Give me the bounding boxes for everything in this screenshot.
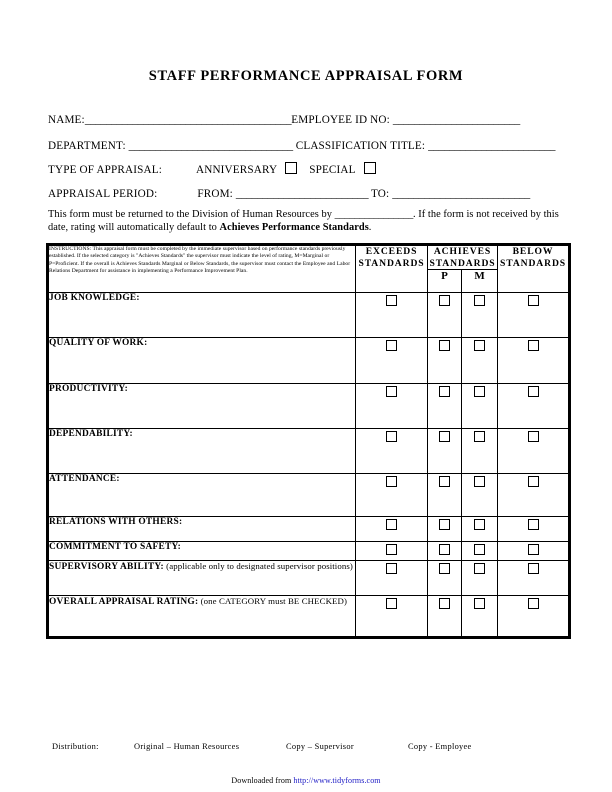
distribution-footer (52, 742, 572, 751)
rating-cell-marginal[interactable] (462, 293, 498, 338)
appraisal-table (46, 243, 571, 639)
name-label: NAME: (48, 114, 85, 126)
table-row (48, 338, 570, 384)
rating-cell-marginal[interactable] (462, 429, 498, 474)
rating-checkbox-exceeds[interactable] (386, 544, 397, 555)
department-label: DEPARTMENT: (48, 140, 126, 152)
distribution-copy-supervisor: Copy – Supervisor (286, 742, 354, 751)
from-label: FROM: (197, 188, 233, 200)
classification-title-input-line[interactable]: ________________________ (428, 140, 556, 152)
criterion-label (48, 384, 356, 429)
rating-cell-proficient[interactable] (428, 384, 462, 429)
rating-checkbox-below[interactable] (528, 295, 539, 306)
criterion-note: (one CATEGORY must BE CHECKED) (198, 596, 347, 606)
rating-checkbox-proficient[interactable] (439, 519, 450, 530)
rating-cell-exceeds[interactable] (356, 429, 428, 474)
rating-cell-exceeds[interactable] (356, 384, 428, 429)
department-input-line[interactable]: _______________________________ (128, 140, 293, 152)
criterion-label (48, 542, 356, 561)
rating-cell-exceeds[interactable] (356, 338, 428, 384)
watermark-prefix: Downloaded from (231, 776, 294, 785)
appraisal-period-row (48, 188, 568, 200)
criterion-label (48, 596, 356, 638)
rating-checkbox-proficient[interactable] (439, 340, 450, 351)
rating-checkbox-marginal[interactable] (474, 563, 485, 574)
rating-checkbox-marginal[interactable] (474, 386, 485, 397)
department-row (48, 140, 568, 152)
rating-checkbox-proficient[interactable] (439, 386, 450, 397)
rating-checkbox-marginal[interactable] (474, 431, 485, 442)
notice-emphasis: Achieves Performance Standards (219, 222, 369, 234)
rating-cell-proficient[interactable] (428, 338, 462, 384)
rating-cell-marginal[interactable] (462, 561, 498, 596)
page-title: STAFF PERFORMANCE APPRAISAL FORM (148, 68, 464, 84)
rating-checkbox-exceeds[interactable] (386, 563, 397, 574)
notice-part-2: . If the form is not received by this date, rating will automatically default to (48, 209, 559, 234)
rating-checkbox-exceeds[interactable] (386, 295, 397, 306)
distribution-original: Original – Human Resources (134, 742, 240, 751)
rating-checkbox-marginal[interactable] (474, 476, 485, 487)
criterion-title: ATTENDANCE: (49, 474, 120, 484)
rating-checkbox-proficient[interactable] (439, 295, 450, 306)
notice-part-3: . (368, 222, 372, 234)
name-row (48, 114, 568, 126)
criterion-note: (applicable only to designated supervisor positions) (163, 561, 353, 571)
criterion-label (48, 517, 356, 542)
rating-cell-exceeds[interactable] (356, 474, 428, 517)
criterion-title: RELATIONS WITH OTHERS: (49, 517, 183, 527)
name-input-line[interactable]: _______________________________________ (84, 114, 292, 126)
rating-checkbox-exceeds[interactable] (386, 340, 397, 351)
employee-id-label: EMPLOYEE ID NO: (291, 114, 390, 126)
rating-cell-below[interactable] (498, 429, 570, 474)
rating-cell-below[interactable] (498, 596, 570, 638)
to-input-line[interactable]: __________________________ (392, 188, 530, 200)
rating-cell-proficient[interactable] (428, 293, 462, 338)
rating-checkbox-proficient[interactable] (439, 544, 450, 555)
distribution-copy-employee: Copy - Employee (408, 742, 472, 751)
rating-cell-marginal[interactable] (462, 596, 498, 638)
return-notice (48, 208, 566, 235)
distribution-label: Distribution: (52, 742, 99, 751)
header-below-standards: BELOW STANDARDS (498, 245, 570, 293)
table-row (48, 596, 570, 638)
rating-cell-below[interactable] (498, 338, 570, 384)
rating-checkbox-below[interactable] (528, 544, 539, 555)
watermark-url[interactable]: http://www.tidyforms.com (293, 776, 381, 785)
rating-cell-marginal[interactable] (462, 517, 498, 542)
rating-checkbox-proficient[interactable] (439, 598, 450, 609)
rating-cell-proficient[interactable] (428, 596, 462, 638)
type-of-appraisal-label: TYPE OF APPRAISAL: (48, 164, 162, 176)
header-exceeds-standards: EXCEEDS STANDARDS (356, 245, 428, 293)
rating-cell-below[interactable] (498, 517, 570, 542)
rating-checkbox-marginal[interactable] (474, 598, 485, 609)
table-row (48, 517, 570, 542)
rating-checkbox-exceeds[interactable] (386, 598, 397, 609)
rating-checkbox-proficient[interactable] (439, 563, 450, 574)
rating-checkbox-proficient[interactable] (439, 476, 450, 487)
anniversary-checkbox[interactable] (285, 162, 297, 174)
criterion-title: OVERALL APPRAISAL RATING: (49, 597, 199, 607)
rating-checkbox-marginal[interactable] (474, 519, 485, 530)
classification-title-label: CLASSIFICATION TITLE: (295, 140, 426, 152)
rating-checkbox-below[interactable] (528, 598, 539, 609)
rating-checkbox-proficient[interactable] (439, 431, 450, 442)
header-achieves-standards: ACHIEVES STANDARDS (429, 246, 496, 269)
rating-cell-proficient[interactable] (428, 542, 462, 561)
table-row (48, 429, 570, 474)
rating-cell-below[interactable] (498, 474, 570, 517)
header-proficient: P (428, 270, 462, 293)
criterion-label (48, 474, 356, 517)
table-header-row (48, 245, 570, 270)
employee-id-input-line[interactable]: ________________________ (392, 114, 520, 126)
from-input-line[interactable]: _________________________ (235, 188, 369, 200)
criterion-label (48, 293, 356, 338)
rating-checkbox-below[interactable] (528, 340, 539, 351)
type-of-appraisal-row (48, 162, 568, 176)
rating-cell-marginal[interactable] (462, 542, 498, 561)
header-marginal: M (462, 270, 498, 293)
anniversary-label: ANNIVERSARY (195, 164, 278, 176)
rating-cell-marginal[interactable] (462, 338, 498, 384)
rating-checkbox-exceeds[interactable] (386, 386, 397, 397)
rating-cell-below[interactable] (498, 561, 570, 596)
rating-cell-proficient[interactable] (428, 474, 462, 517)
rating-checkbox-marginal[interactable] (474, 340, 485, 351)
rating-checkbox-below[interactable] (528, 431, 539, 442)
rating-cell-proficient[interactable] (428, 429, 462, 474)
rating-cell-exceeds[interactable] (356, 517, 428, 542)
rating-cell-below[interactable] (498, 542, 570, 561)
rating-checkbox-exceeds[interactable] (386, 431, 397, 442)
rating-checkbox-marginal[interactable] (474, 295, 485, 306)
rating-cell-exceeds[interactable] (356, 561, 428, 596)
rating-checkbox-below[interactable] (528, 563, 539, 574)
criterion-label (48, 429, 356, 474)
rating-cell-proficient[interactable] (428, 561, 462, 596)
table-row (48, 474, 570, 517)
rating-checkbox-exceeds[interactable] (386, 519, 397, 530)
special-label: SPECIAL (309, 164, 356, 176)
rating-checkbox-exceeds[interactable] (386, 476, 397, 487)
rating-checkbox-below[interactable] (528, 476, 539, 487)
rating-checkbox-below[interactable] (528, 386, 539, 397)
rating-checkbox-marginal[interactable] (474, 544, 485, 555)
criterion-title: PRODUCTIVITY: (49, 384, 128, 394)
notice-part-1: This form must be returned to the Division of Human Resources by (48, 209, 335, 220)
criterion-title: SUPERVISORY ABILITY: (49, 562, 164, 572)
criterion-title: JOB KNOWLEDGE: (49, 293, 140, 303)
table-row (48, 293, 570, 338)
rating-cell-marginal[interactable] (462, 384, 498, 429)
criterion-title: COMMITMENT TO SAFETY: (49, 542, 182, 552)
rating-checkbox-below[interactable] (528, 519, 539, 530)
rating-cell-marginal[interactable] (462, 474, 498, 517)
criterion-label (48, 561, 356, 596)
rating-cell-proficient[interactable] (428, 517, 462, 542)
instructions-cell: INSTRUCTIONS: This appraisal form must be completed by the immediate supervisor based on performance standards previously established. If the selected category is "Achieves Standards" the supervisor must indicate the level of rating, M=Marginal or P=Proficient. If the overall is Achieves Standards Marginal or Below Standards, the supervisor must contact the Employee and Labor Relations Department for assistance in implementing a Performance Improvement Plan. (48, 245, 356, 293)
rating-cell-exceeds[interactable] (356, 596, 428, 638)
table-row (48, 384, 570, 429)
watermark (0, 776, 612, 785)
appraisal-period-label: APPRAISAL PERIOD: (48, 188, 158, 200)
rating-cell-exceeds[interactable] (356, 542, 428, 561)
criterion-title: DEPENDABILITY: (49, 429, 133, 439)
criterion-title: QUALITY OF WORK: (49, 338, 148, 348)
rating-cell-below[interactable] (498, 293, 570, 338)
special-checkbox[interactable] (364, 162, 376, 174)
table-row (48, 542, 570, 561)
criterion-label (48, 338, 356, 384)
rating-cell-below[interactable] (498, 384, 570, 429)
notice-date-blank[interactable]: ________________ (334, 209, 413, 220)
rating-cell-exceeds[interactable] (356, 293, 428, 338)
to-label: TO: (371, 188, 390, 200)
table-row (48, 561, 570, 596)
